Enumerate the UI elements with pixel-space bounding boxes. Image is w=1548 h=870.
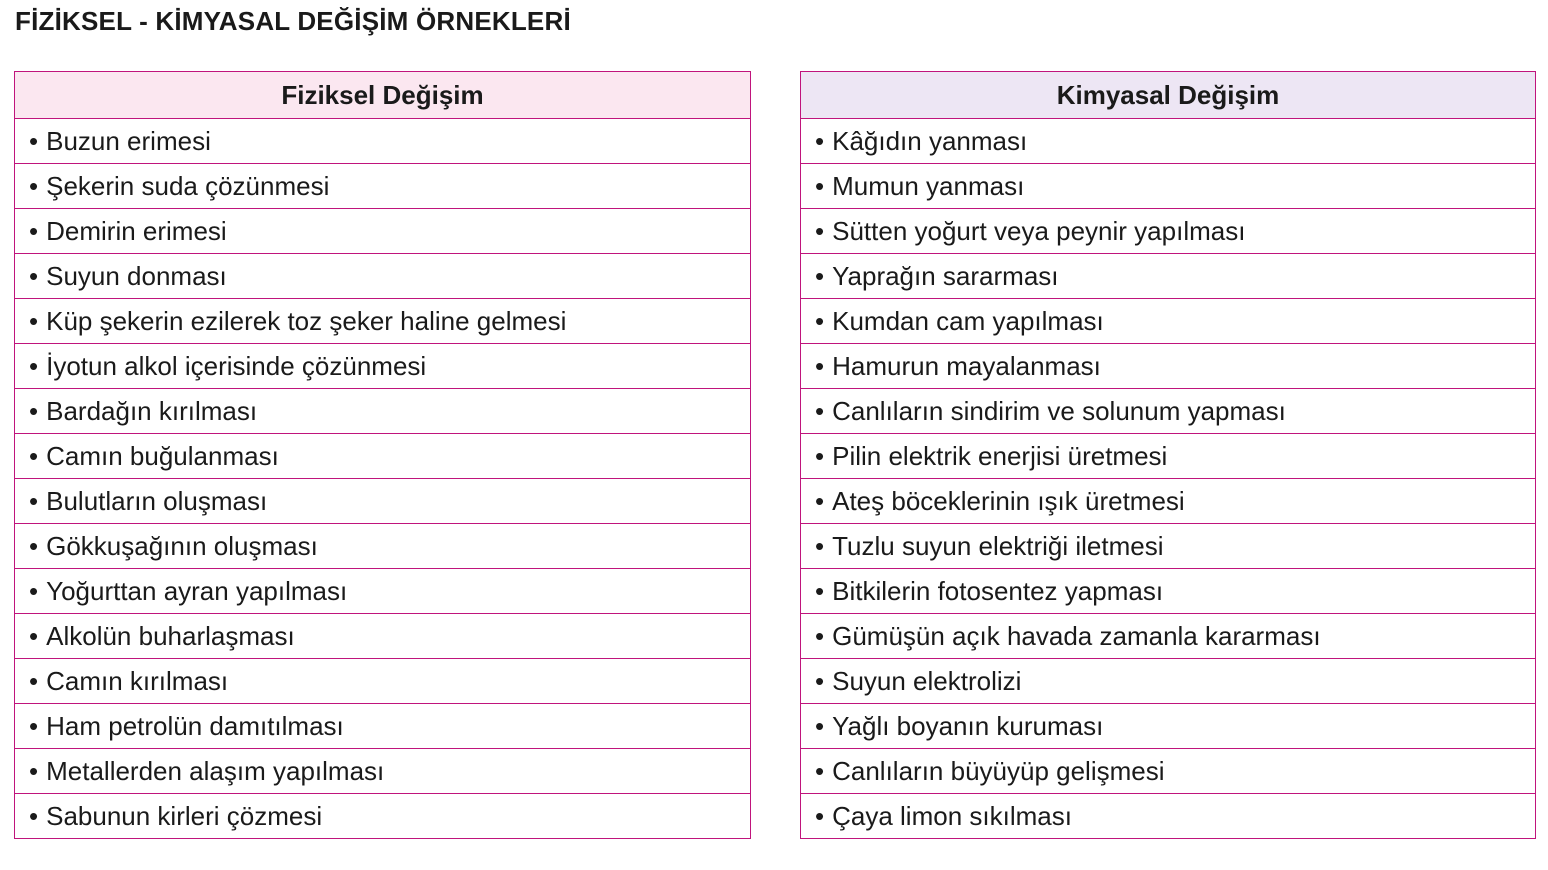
- bullet-icon: •: [815, 530, 825, 561]
- list-item: [801, 569, 1536, 614]
- list-item: [15, 434, 751, 479]
- list-item-text: Camın buğulanması: [46, 440, 279, 471]
- list-item-text: Yağlı boyanın kuruması: [832, 710, 1104, 741]
- bullet-icon: •: [815, 305, 825, 336]
- bullet-icon: •: [815, 665, 825, 696]
- list-item-text: Yaprağın sararması: [832, 260, 1059, 291]
- physical-change-table: [14, 71, 751, 839]
- table-row: [801, 119, 1536, 164]
- list-item: [15, 119, 751, 164]
- list-item-text: Bulutların oluşması: [46, 485, 268, 516]
- table-header-row: [801, 72, 1536, 119]
- list-item-text: Camın kırılması: [46, 665, 229, 696]
- list-item-text: Gümüşün açık havada zamanla kararması: [832, 620, 1321, 651]
- bullet-icon: •: [815, 620, 825, 651]
- list-item: [15, 209, 751, 254]
- list-item-text: Çaya limon sıkılması: [832, 800, 1072, 831]
- bullet-icon: •: [29, 485, 39, 516]
- table-row: [801, 659, 1536, 704]
- list-item: [801, 209, 1536, 254]
- list-item-text: Ateş böceklerinin ışık üretmesi: [832, 485, 1185, 516]
- list-item-text: Küp şekerin ezilerek toz şeker haline gelmesi: [46, 305, 567, 336]
- bullet-icon: •: [29, 710, 39, 741]
- bullet-icon: •: [29, 305, 39, 336]
- table-row: [15, 614, 751, 659]
- bullet-icon: •: [815, 260, 825, 291]
- physical-change-header: Fiziksel Değişim: [15, 72, 751, 119]
- list-item: [15, 389, 751, 434]
- list-item: [801, 749, 1536, 794]
- list-item-text: Şekerin suda çözünmesi: [46, 170, 330, 201]
- list-item: [801, 254, 1536, 299]
- bullet-icon: •: [29, 575, 39, 606]
- table-row: [801, 524, 1536, 569]
- list-item-text: Bitkilerin fotosentez yapması: [832, 575, 1164, 606]
- bullet-icon: •: [815, 440, 825, 471]
- table-row: [801, 344, 1536, 389]
- table-row: [15, 704, 751, 749]
- bullet-icon: •: [815, 575, 825, 606]
- list-item-text: Yoğurttan ayran yapılması: [46, 575, 348, 606]
- list-item: [15, 164, 751, 209]
- list-item-text: Alkolün buharlaşması: [46, 620, 295, 651]
- list-item: [801, 704, 1536, 749]
- bullet-icon: •: [815, 485, 825, 516]
- list-item-text: Hamurun mayalanması: [832, 350, 1101, 381]
- list-item-text: Kâğıdın yanması: [832, 125, 1028, 156]
- table-row: [801, 389, 1536, 434]
- table-row: [15, 479, 751, 524]
- table-row: [801, 299, 1536, 344]
- bullet-icon: •: [29, 170, 39, 201]
- table-row: [801, 434, 1536, 479]
- list-item-text: Canlıların sindirim ve solunum yapması: [832, 395, 1286, 426]
- bullet-icon: •: [815, 125, 825, 156]
- table-row: [15, 299, 751, 344]
- table-row: [15, 659, 751, 704]
- table-row: [15, 794, 751, 839]
- chemical-change-header: Kimyasal Değişim: [801, 72, 1536, 119]
- list-item: [801, 524, 1536, 569]
- list-item: [801, 434, 1536, 479]
- list-item: [801, 659, 1536, 704]
- table-row: [801, 164, 1536, 209]
- bullet-icon: •: [815, 170, 825, 201]
- table-row: [801, 209, 1536, 254]
- list-item: [15, 344, 751, 389]
- table-row: [15, 569, 751, 614]
- list-item-text: Gökkuşağının oluşması: [46, 530, 318, 561]
- list-item: [15, 704, 751, 749]
- bullet-icon: •: [29, 440, 39, 471]
- bullet-icon: •: [815, 755, 825, 786]
- list-item-text: Tuzlu suyun elektriği iletmesi: [832, 530, 1164, 561]
- table-row: [15, 749, 751, 794]
- bullet-icon: •: [29, 800, 39, 831]
- list-item: [15, 299, 751, 344]
- table-row: [15, 164, 751, 209]
- bullet-icon: •: [29, 755, 39, 786]
- table-row: [801, 254, 1536, 299]
- list-item: [15, 479, 751, 524]
- list-item-text: Ham petrolün damıtılması: [46, 710, 344, 741]
- list-item: [801, 794, 1536, 839]
- table-row: [15, 344, 751, 389]
- list-item-text: Canlıların büyüyüp gelişmesi: [832, 755, 1165, 786]
- list-item-text: Suyun donması: [46, 260, 227, 291]
- list-item: [801, 299, 1536, 344]
- list-item: [15, 569, 751, 614]
- list-item-text: Pilin elektrik enerjisi üretmesi: [832, 440, 1168, 471]
- page-title: FİZİKSEL - KİMYASAL DEĞİŞİM ÖRNEKLERİ: [15, 6, 571, 36]
- list-item-text: Buzun erimesi: [46, 125, 211, 156]
- list-item-text: Bardağın kırılması: [46, 395, 258, 426]
- bullet-icon: •: [29, 350, 39, 381]
- table-row: [801, 614, 1536, 659]
- table-row: [15, 119, 751, 164]
- table-row: [15, 524, 751, 569]
- list-item: [801, 479, 1536, 524]
- list-item: [15, 794, 751, 839]
- list-item-text: Suyun elektrolizi: [832, 665, 1022, 696]
- list-item-text: Kumdan cam yapılması: [832, 305, 1104, 336]
- bullet-icon: •: [29, 530, 39, 561]
- list-item: [15, 749, 751, 794]
- list-item: [801, 389, 1536, 434]
- physical-change-list: [15, 119, 751, 839]
- list-item: [15, 614, 751, 659]
- table-row: [15, 434, 751, 479]
- list-item: [15, 524, 751, 569]
- chemical-change-table: [800, 71, 1536, 839]
- bullet-icon: •: [815, 350, 825, 381]
- list-item: [15, 659, 751, 704]
- bullet-icon: •: [29, 260, 39, 291]
- bullet-icon: •: [815, 395, 825, 426]
- bullet-icon: •: [29, 620, 39, 651]
- list-item-text: Sütten yoğurt veya peynir yapılması: [832, 215, 1246, 246]
- chemical-change-list: [801, 119, 1536, 839]
- list-item-text: Sabunun kirleri çözmesi: [46, 800, 323, 831]
- table-row: [801, 749, 1536, 794]
- list-item-text: Mumun yanması: [832, 170, 1025, 201]
- list-item-text: Demirin erimesi: [46, 215, 227, 246]
- table-header-row: [15, 72, 751, 119]
- list-item: [801, 344, 1536, 389]
- table-row: [801, 569, 1536, 614]
- table-row: [801, 479, 1536, 524]
- bullet-icon: •: [815, 215, 825, 246]
- list-item: [801, 614, 1536, 659]
- table-row: [15, 209, 751, 254]
- list-item-text: İyotun alkol içerisinde çözünmesi: [46, 350, 427, 381]
- list-item-text: Metallerden alaşım yapılması: [46, 755, 385, 786]
- table-row: [15, 254, 751, 299]
- bullet-icon: •: [815, 800, 825, 831]
- bullet-icon: •: [815, 710, 825, 741]
- list-item: [801, 119, 1536, 164]
- table-row: [801, 704, 1536, 749]
- table-row: [801, 794, 1536, 839]
- list-item: [15, 254, 751, 299]
- list-item: [801, 164, 1536, 209]
- bullet-icon: •: [29, 395, 39, 426]
- bullet-icon: •: [29, 215, 39, 246]
- bullet-icon: •: [29, 665, 39, 696]
- table-row: [15, 389, 751, 434]
- bullet-icon: •: [29, 125, 39, 156]
